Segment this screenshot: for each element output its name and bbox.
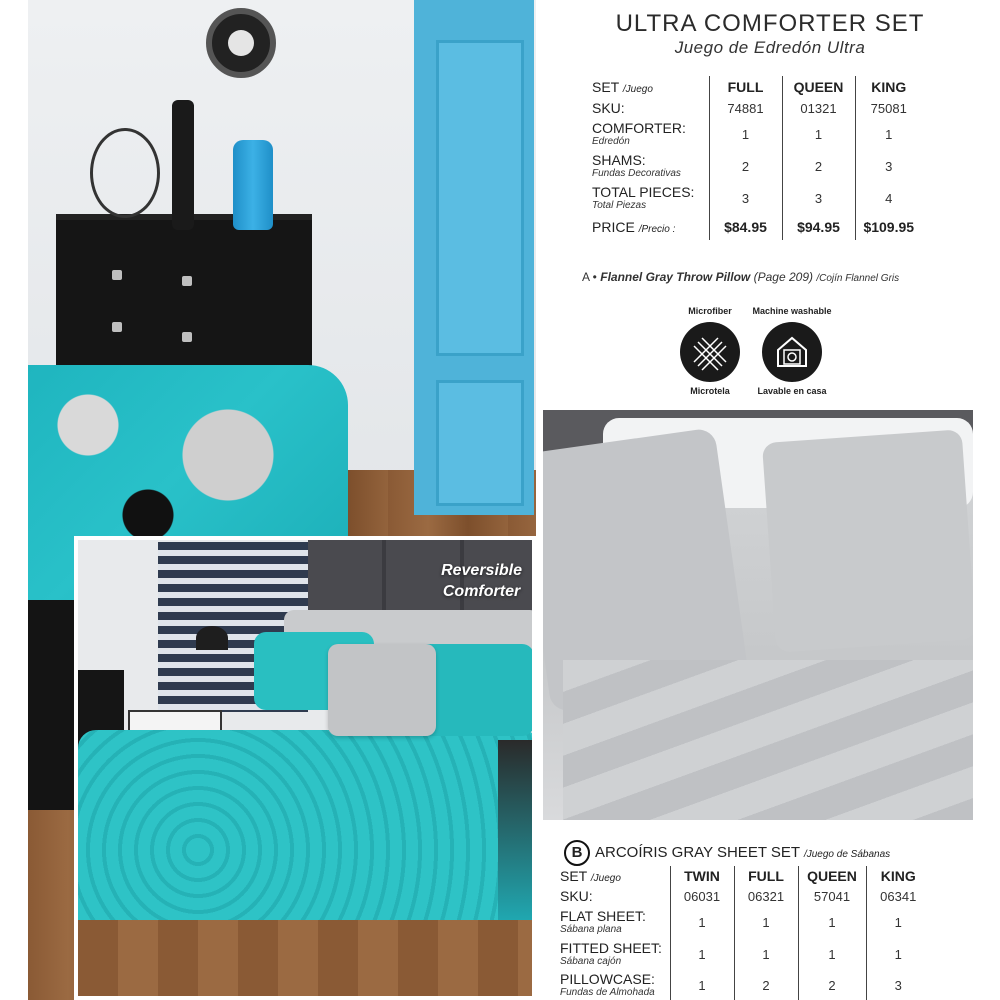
row-label: SHAMS: Fundas Decorativas [592,152,681,179]
cell: 2 [734,970,798,1000]
drawer-knob [182,276,192,286]
cell: 4 [855,182,922,214]
sheet-set-title: ARCOÍRIS GRAY SHEET SET /Juego de Sábanas [595,844,891,861]
mirror-glass [228,30,254,56]
row-label: COMFORTER: Edredón [592,120,686,147]
washing-machine-icon [762,322,822,382]
cell: 06341 [866,886,930,906]
price-cell: $109.95 [855,214,922,240]
cell: 75081 [855,98,922,118]
door-panel-lower [436,380,524,506]
desk-lamp [196,626,228,650]
item-letter-badge: B [564,840,590,866]
table-row [560,970,930,1000]
table-row [560,906,930,938]
price-row [592,214,922,240]
cell: 2 [782,150,855,182]
price-cell: $84.95 [709,214,782,240]
comforter-reverse-side [498,740,536,940]
drawer-knob [182,332,192,342]
gray-throw-pillow [328,644,436,736]
drawer-knob [112,322,122,332]
cell: 1 [670,938,734,970]
machine-washable-badge [746,306,838,398]
comforter-spec-table [592,76,922,240]
cell: 74881 [709,98,782,118]
table-row [560,938,930,970]
cell: 1 [855,118,922,150]
table-header-row [592,76,922,98]
row-label: FLAT SHEET: Sábana plana [560,908,646,935]
cell: 1 [734,938,798,970]
size-header: FULL [709,76,782,98]
product-subtitle: Juego de Edredón Ultra [674,38,866,57]
badge-label: Microtela [690,386,730,396]
microfiber-badge [664,306,756,398]
row-label: TOTAL PIECES: Total Piezas [592,184,695,211]
cell: 3 [709,182,782,214]
cell: 3 [782,182,855,214]
row-label: PILLOWCASE: Fundas de Almohada [560,971,655,998]
price-label: PRICE /Precio : [592,219,676,235]
set-label: SET /Juego [560,868,621,884]
reversible-comforter-photo [74,536,536,1000]
table-row [592,182,922,214]
cell: 1 [670,906,734,938]
table-row [592,98,922,118]
cell: 06031 [670,886,734,906]
caption-line: Comforter [442,583,521,600]
giraffe-figurine [172,100,194,230]
badge-label: Lavable en casa [757,386,827,396]
caption-line: Reversible [441,562,522,579]
cell: 1 [866,938,930,970]
table-row [592,150,922,182]
bed-frame [28,600,76,810]
size-header: KING [855,76,922,98]
sheet-spec-table [560,866,930,1000]
size-header: QUEEN [782,76,855,98]
cell: 1 [670,970,734,1000]
hourglass-decor [90,128,160,218]
set-label: SET /Juego [592,79,653,95]
cell: 06321 [734,886,798,906]
reversible-caption [441,560,522,602]
badge-label: Microfiber [688,306,732,316]
cell: 1 [798,906,866,938]
badge-label: Machine washable [752,306,832,316]
row-label: SKU: [592,99,625,116]
accessory-name: Flannel Gray Throw Pillow [600,270,751,284]
cell: 3 [855,150,922,182]
cell: 2 [709,150,782,182]
mesh-icon [680,322,740,382]
cell: 1 [866,906,930,938]
price-cell: $94.95 [782,214,855,240]
size-header: TWIN [670,866,734,886]
product-title: ULTRA COMFORTER SET [615,10,925,37]
cell: 01321 [782,98,855,118]
cell: 3 [866,970,930,1000]
cell: 1 [734,906,798,938]
wood-floor [78,920,536,1000]
row-label: SKU: [560,887,593,904]
cell: 1 [709,118,782,150]
size-header: KING [866,866,930,886]
gray-sheet-photo [543,410,973,820]
size-header: QUEEN [798,866,866,886]
accessory-note: A • Flannel Gray Throw Pillow (Page 209) /Cojín Flannel Gris [582,270,900,284]
row-label: FITTED SHEET: Sábana cajón [560,940,662,967]
size-header: FULL [734,866,798,886]
blue-vase [233,140,273,230]
cell: 2 [798,970,866,1000]
gray-flat-sheet [563,660,973,820]
table-header-row [560,866,930,886]
cell: 1 [782,118,855,150]
drawer-knob [112,270,122,280]
door-panel [436,40,524,356]
cell: 1 [798,938,866,970]
table-row [592,118,922,150]
table-row [560,886,930,906]
cell: 57041 [798,886,866,906]
gray-pillowcase [762,429,973,652]
